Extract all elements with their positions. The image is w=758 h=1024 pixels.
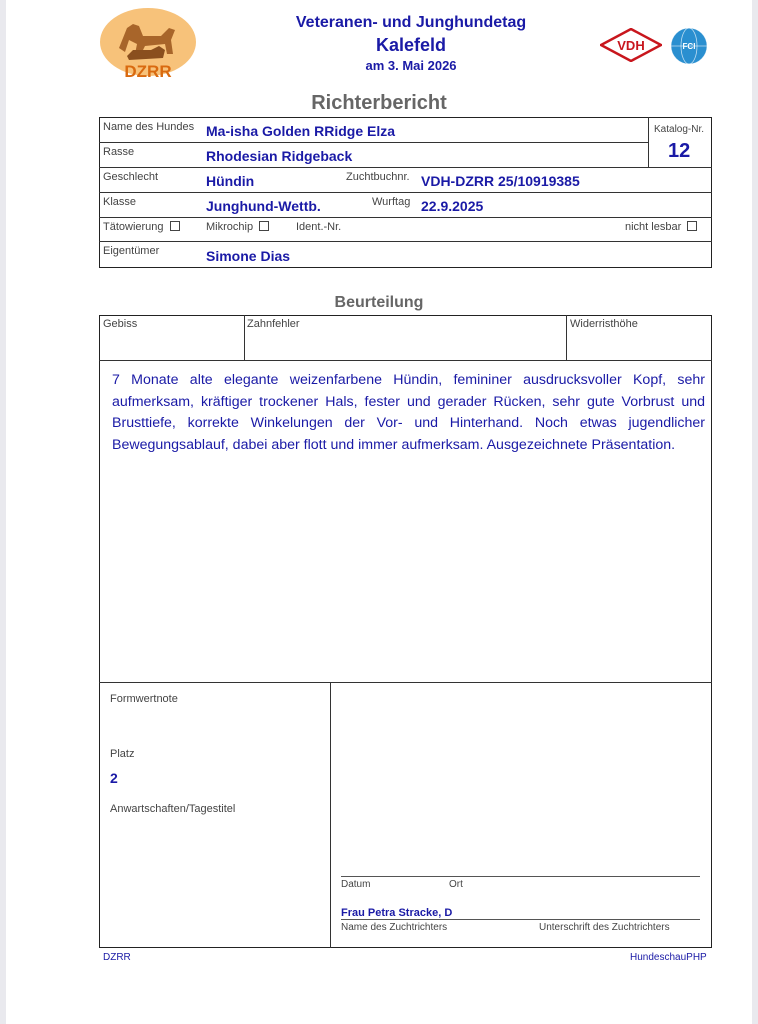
titles-label: Anwartschaften/Tagestitel [110,803,236,815]
unreadable-field [625,221,697,233]
dzrr-logo-text: DZRR [124,62,172,81]
assessment-title: Beurteilung [334,294,424,311]
chip-label: Mikrochip [206,221,254,233]
owner-label: Eigentümer [103,245,160,257]
height-label: Widerristhöhe [570,318,638,330]
judge-name: Frau Petra Stracke, D [341,907,453,919]
vdh-logo [600,28,662,62]
date-label: Datum [341,879,371,890]
tattoo-field [103,221,180,233]
dog-name: Ma-isha Golden RRidge Elza [206,123,396,139]
judge-name-label: Name des Zuchtrichters [341,922,448,933]
catalog-number: 12 [668,140,691,162]
studbook-label: Zuchtbuchnr. [346,171,410,183]
breed-label: Rasse [103,146,135,158]
event-title: Veteranen- und Junghundetag [295,14,527,31]
fci-logo-text: FCI [682,42,696,51]
chip-field [206,221,269,233]
assessment-text: 7 Monate alte elegante weizenfarbene Hündin, femininer ausdrucksvoller Kopf, sehr aufmerksam, kräftiger trockener Hals, fester und gerader Rücken, sehr gute Vorbrust und Brusttiefe, korrekte Winkelungen der Vor- und Hinterhand. Noch etwas jugendlicher Bewegungsablauf, dabei aber flott und immer aufmerksam. Ausgezeichnete Präsentation. [112,372,705,453]
teeth-fault-label: Zahnfehler [247,318,300,330]
sex-value: Hündin [206,173,255,189]
birth-label: Wurftag [372,196,411,208]
grade-label: Formwertnote [110,693,178,705]
dzrr-logo [99,6,197,82]
breed-value: Rhodesian Ridgeback [206,148,353,164]
tattoo-label: Tätowierung [103,221,164,233]
unreadable-label: nicht lesbar [625,221,682,233]
studbook-value: VDH-DZRR 25/10919385 [421,173,580,189]
report-title: Richterbericht [311,92,447,114]
unreadable-checkbox[interactable] [687,221,697,231]
dog-name-label: Name des Hundes [103,121,195,133]
place-value: 2 [110,770,118,786]
place-label: Platz [110,748,135,760]
chip-checkbox[interactable] [259,221,269,231]
fci-logo [669,26,709,66]
event-date: am 3. Mai 2026 [365,58,457,73]
footer-right: HundeschauPHP [630,952,707,963]
ident-label: Ident.-Nr. [296,221,342,233]
place-of-label: Ort [449,879,463,890]
class-label: Klasse [103,196,137,208]
class-value: Junghund-Wettb. [206,198,321,214]
vdh-logo-text: VDH [617,38,645,53]
sex-label: Geschlecht [103,171,159,183]
event-city: Kalefeld [375,35,447,55]
judge-signature-label: Unterschrift des Zuchtrichters [539,922,670,933]
report-page [6,0,752,1024]
catalog-label: Katalog-Nr. [654,124,705,135]
owner-value: Simone Dias [206,248,291,264]
tattoo-checkbox[interactable] [170,221,180,231]
teeth-label: Gebiss [103,318,138,330]
birth-value: 22.9.2025 [421,198,484,214]
footer-left: DZRR [103,952,131,963]
